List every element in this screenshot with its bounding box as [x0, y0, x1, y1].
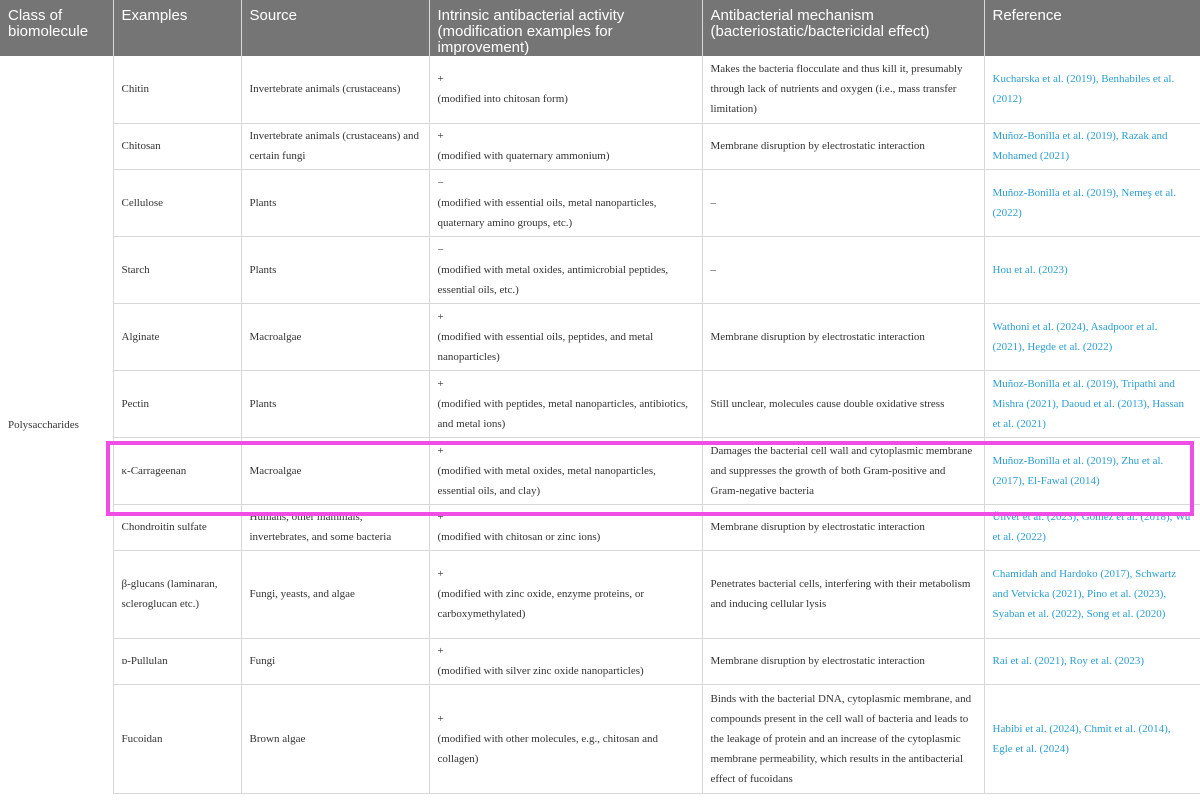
activity-cell [429, 684, 702, 793]
source-cell: Plants [241, 370, 429, 437]
example-cell: Chitin [113, 56, 241, 123]
modification-text: (modified with silver zinc oxide nanoparticles) [437, 665, 644, 677]
example-cell: Starch [113, 236, 241, 303]
reference-cell[interactable]: Muñoz-Bonilla et al. (2019), Nemeş et al. (2022) [984, 169, 1200, 236]
mechanism-cell: Membrane disruption by electrostatic interaction [702, 638, 984, 684]
source-cell: Invertebrate animals (crustaceans) and certain fungi [241, 123, 429, 169]
reference-cell[interactable]: Chamidah and Hardoko (2017), Schwartz and Vetvicka (2021), Pino et al. (2023), Syaban et al. (2022), Song et al. (2020) [984, 550, 1200, 638]
mechanism-cell: Penetrates bacterial cells, interfering with their metabolism and inducing cellular lysis [702, 550, 984, 638]
source-cell: Macroalgae [241, 303, 429, 370]
table-row-highlighted [0, 437, 1200, 504]
modification-text: (modified with quaternary ammonium) [437, 150, 610, 162]
activity-cell [429, 638, 702, 684]
activity-cell [429, 437, 702, 504]
activity-sign: + [437, 310, 444, 323]
table-row [0, 236, 1200, 303]
reference-cell[interactable]: Hou et al. (2023) [984, 236, 1200, 303]
modification-text: (modified with metal oxides, antimicrobial peptides, essential oils, etc.) [437, 263, 669, 296]
source-cell: Humans, other mammals, invertebrates, and some bacteria [241, 504, 429, 550]
activity-sign: − [437, 176, 444, 189]
table-row [0, 638, 1200, 684]
modification-text: (modified with peptides, metal nanoparticles, antibiotics, and metal ions) [437, 397, 688, 430]
example-cell: ɒ-Pullulan [113, 638, 241, 684]
activity-sign: + [437, 511, 444, 523]
source-cell: Fungi [241, 638, 429, 684]
activity-cell [429, 56, 702, 123]
source-cell: Macroalgae [241, 437, 429, 504]
activity-cell [429, 303, 702, 370]
example-cell: κ-Carrageenan [113, 437, 241, 504]
table-row [0, 550, 1200, 638]
mechanism-cell: Membrane disruption by electrostatic interaction [702, 123, 984, 169]
example-cell: Pectin [113, 370, 241, 437]
activity-sign: + [437, 568, 444, 580]
table-row [0, 169, 1200, 236]
modification-text: (modified with chitosan or zinc ions) [437, 531, 601, 543]
activity-sign: + [437, 130, 444, 142]
activity-sign: + [437, 712, 444, 725]
reference-cell[interactable]: Rai et al. (2021), Roy et al. (2023) [984, 638, 1200, 684]
table-row [0, 56, 1200, 123]
reference-cell[interactable]: Ünver et al. (2023), Gómez et al. (2018), Wu et al. (2022) [984, 504, 1200, 550]
mechanism-cell: Still unclear, molecules cause double oxidative stress [702, 370, 984, 437]
reference-cell[interactable]: Muñoz-Bonilla et al. (2019), Zhu et al. (2017), El-Fawal (2014) [984, 437, 1200, 504]
activity-sign: + [437, 444, 444, 457]
reference-cell[interactable]: Habibi et al. (2024), Chmit et al. (2014), Egle et al. (2024) [984, 684, 1200, 793]
mechanism-cell: Binds with the bacterial DNA, cytoplasmic membrane, and compounds present in the cell wall of bacteria and leads to the leakage of protein and an increase of the cytoplasmic membrane permeability, which results in the antibacterial effect of fucoidans [702, 684, 984, 793]
example-cell: Chondroitin sulfate [113, 504, 241, 550]
table-row [0, 504, 1200, 550]
example-cell: Chitosan [113, 123, 241, 169]
source-cell: Invertebrate animals (crustaceans) [241, 56, 429, 123]
activity-sign: + [437, 645, 444, 657]
table-row [0, 123, 1200, 169]
modification-text: (modified with zinc oxide, enzyme proteins, or carboxymethylated) [437, 588, 644, 620]
source-cell: Brown algae [241, 684, 429, 793]
source-cell: Plants [241, 236, 429, 303]
modification-text: (modified with essential oils, metal nanoparticles, quaternary amino groups, etc.) [437, 196, 657, 229]
example-cell: Fucoidan [113, 684, 241, 793]
example-cell: Alginate [113, 303, 241, 370]
source-cell: Plants [241, 169, 429, 236]
source-cell: Fungi, yeasts, and algae [241, 550, 429, 638]
mechanism-cell: Damages the bacterial cell wall and cytoplasmic membrane and suppresses the growth of both Gram-positive and Gram-negative bacteria [702, 437, 984, 504]
activity-cell [429, 169, 702, 236]
activity-sign: − [437, 243, 444, 256]
modification-text: (modified into chitosan form) [437, 93, 568, 106]
reference-cell[interactable]: Wathoni et al. (2024), Asadpoor et al. (2021), Hegde et al. (2022) [984, 303, 1200, 370]
mechanism-cell: Membrane disruption by electrostatic interaction [702, 504, 984, 550]
activity-sign: + [437, 377, 444, 390]
activity-cell [429, 504, 702, 550]
header-source: Source [241, 0, 429, 56]
modification-text: (modified with metal oxides, metal nanoparticles, essential oils, and clay) [437, 464, 656, 497]
mechanism-cell: Membrane disruption by electrostatic interaction [702, 303, 984, 370]
reference-cell[interactable]: Kucharska et al. (2019), Benhabiles et al. (2012) [984, 56, 1200, 123]
example-cell: β-glucans (laminaran, scleroglucan etc.) [113, 550, 241, 638]
mechanism-cell: – [702, 169, 984, 236]
reference-cell[interactable]: Muñoz-Bonilla et al. (2019), Tripathi and Mishra (2021), Daoud et al. (2013), Hassan et al. (2021) [984, 370, 1200, 437]
mechanism-cell: Makes the bacteria flocculate and thus kill it, presumably through lack of nutrients and oxygen (i.e., mass transfer limitation) [702, 56, 984, 123]
header-intrinsic-activity: Intrinsic antibacterial activity (modification examples for improvement) [429, 0, 702, 56]
activity-cell [429, 370, 702, 437]
activity-sign: + [437, 73, 444, 86]
mechanism-cell: – [702, 236, 984, 303]
header-row [0, 0, 1200, 56]
example-cell: Cellulose [113, 169, 241, 236]
table-row [0, 370, 1200, 437]
header-mechanism: Antibacterial mechanism (bacteriostatic/bactericidal effect) [702, 0, 984, 56]
modification-text: (modified with other molecules, e.g., chitosan and collagen) [437, 732, 659, 765]
header-examples: Examples [113, 0, 241, 56]
activity-cell [429, 550, 702, 638]
modification-text: (modified with essential oils, peptides, and metal nanoparticles) [437, 330, 654, 363]
activity-cell [429, 123, 702, 169]
header-reference: Reference [984, 0, 1200, 56]
table-row [0, 684, 1200, 793]
header-class: Class of biomolecule [0, 0, 113, 56]
class-cell: Polysaccharides [0, 56, 113, 793]
table-row [0, 303, 1200, 370]
activity-cell [429, 236, 702, 303]
reference-cell[interactable]: Muñoz-Bonilla et al. (2019), Razak and Mohamed (2021) [984, 123, 1200, 169]
